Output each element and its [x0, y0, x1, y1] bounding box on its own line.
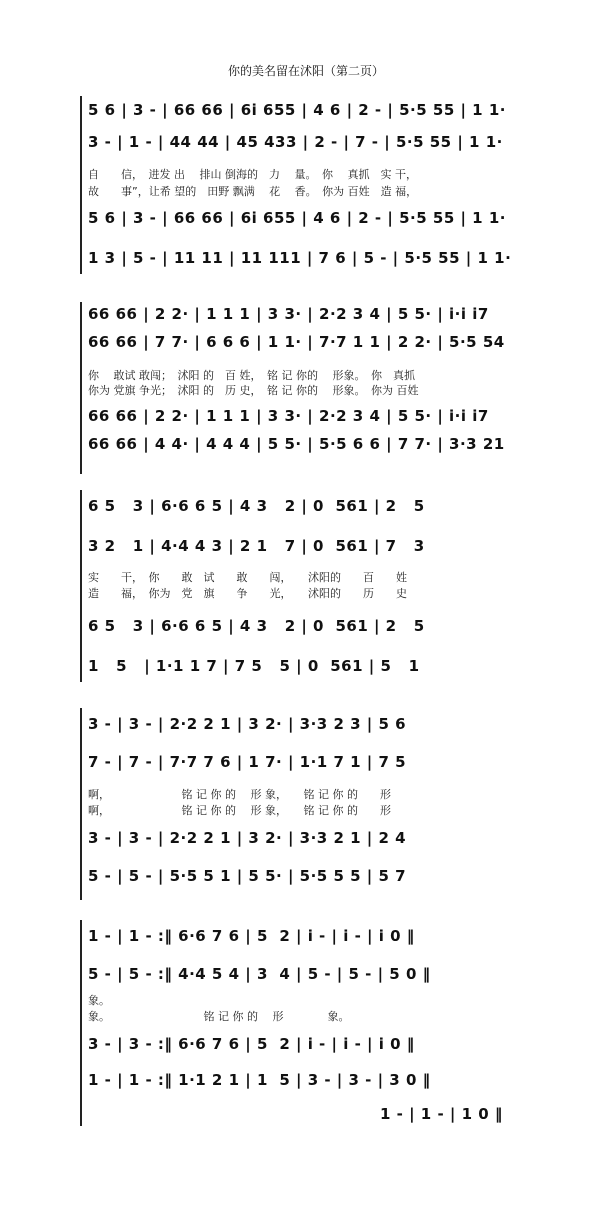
page-title: 你的美名留在沭阳（第二页） — [227, 64, 384, 78]
staff-tenor: 66 66 | 2 2· | 1 1 1 | 3 3· | 2·2 3 4 | 5 5· | i·i i7 — [88, 407, 489, 425]
staff-bass: 1 3 | 5 - | 11 11 | 11 111 | 7 6 | 5 - | 5·5 55 | 1 1· — [88, 249, 512, 267]
staff-alto: 3 - | 1 - | 44 44 | 45 433 | 2 - | 7 - | 5·5 55 | 1 1· — [88, 133, 503, 151]
lyric-line-1: 自 信， 进发 出 排山 倒海的 力 量。 你 真抓 实 干， — [88, 168, 417, 181]
staff-alto: 7 - | 7 - | 7·7 7 6 | 1 7· | 1·1 7 1 | 7 5 — [88, 753, 407, 771]
system-brace — [80, 490, 82, 682]
staff-tenor: 3 - | 3 - :‖ 6·6 7 6 | 5 2 | i - | i - | i 0 ‖ — [88, 1035, 415, 1053]
lyric-line-2: 啊， 铭 记 你 的 形 象， 铭 记 你 的 形 — [88, 804, 391, 817]
lyric-line-1: 你 敢试 敢闯； 沭阳 的 百 姓， 铭 记 你的 形象。 你 真抓 — [88, 369, 415, 382]
staff-soprano: 6 5 3 | 6·6 6 5 | 4 3 2 | 0 561 | 2 5 — [88, 497, 425, 515]
staff-alto: 3 2 1 | 4·4 4 3 | 2 1 7 | 0 561 | 7 3 — [88, 537, 425, 555]
staff-soprano: 1 - | 1 - :‖ 6·6 7 6 | 5 2 | i - | i - | i 0 ‖ — [88, 927, 415, 945]
system-brace — [80, 96, 82, 274]
system-brace — [80, 302, 82, 474]
lyric-line-1: 实 干， 你 敢 试 敢 闯， 沭阳的 百 姓 — [88, 571, 407, 584]
system-brace — [80, 708, 82, 900]
staff-bass-divisi: 1 - | 1 - | 1 0 ‖ — [380, 1105, 503, 1123]
lyric-line-2: 象。 铭 记 你 的 形 象。 — [88, 1010, 350, 1023]
system-brace — [80, 920, 82, 1126]
staff-alto: 5 - | 5 - :‖ 4·4 5 4 | 3 4 | 5 - | 5 - | 5 0 ‖ — [88, 965, 431, 983]
staff-tenor: 3 - | 3 - | 2·2 2 1 | 3 2· | 3·3 2 1 | 2 4 — [88, 829, 407, 847]
lyric-line-2: 故 事”，让希 望的 田野 飘满 花 香。 你为 百姓 造 福， — [88, 185, 418, 198]
staff-bass: 66 66 | 4 4· | 4 4 4 | 5 5· | 5·5 6 6 | 7 7· | 3·3 21 — [88, 435, 505, 453]
lyric-line-1: 啊， 铭 记 你 的 形 象， 铭 记 你 的 形 — [88, 788, 391, 801]
staff-tenor: 5 6 | 3 - | 66 66 | 6i 655 | 4 6 | 2 - | 5·5 55 | 1 1· — [88, 209, 506, 227]
staff-soprano: 5 6 | 3 - | 66 66 | 6i 655 | 4 6 | 2 - | 5·5 55 | 1 1· — [88, 101, 506, 119]
staff-soprano: 66 66 | 2 2· | 1 1 1 | 3 3· | 2·2 3 4 | 5 5· | i·i i7 — [88, 305, 489, 323]
staff-alto: 66 66 | 7 7· | 6 6 6 | 1 1· | 7·7 1 1 | 2 2· | 5·5 54 — [88, 333, 505, 351]
staff-bass: 1 - | 1 - :‖ 1·1 2 1 | 1 5 | 3 - | 3 - | 3 0 ‖ — [88, 1071, 431, 1089]
lyric-line-2: 造 福， 你为 党 旗 争 光， 沭阳的 历 史 — [88, 587, 407, 600]
staff-soprano: 3 - | 3 - | 2·2 2 1 | 3 2· | 3·3 2 3 | 5 6 — [88, 715, 407, 733]
staff-tenor: 6 5 3 | 6·6 6 5 | 4 3 2 | 0 561 | 2 5 — [88, 617, 425, 635]
staff-bass: 5 - | 5 - | 5·5 5 1 | 5 5· | 5·5 5 5 | 5 7 — [88, 867, 407, 885]
lyric-line-1: 象。 — [88, 994, 110, 1007]
staff-bass: 1 5 | 1·1 1 7 | 7 5 5 | 0 561 | 5 1 — [88, 657, 420, 675]
lyric-line-2: 你为 党旗 争光； 沭阳 的 历 史， 铭 记 你的 形象。 你为 百姓 — [88, 384, 419, 397]
